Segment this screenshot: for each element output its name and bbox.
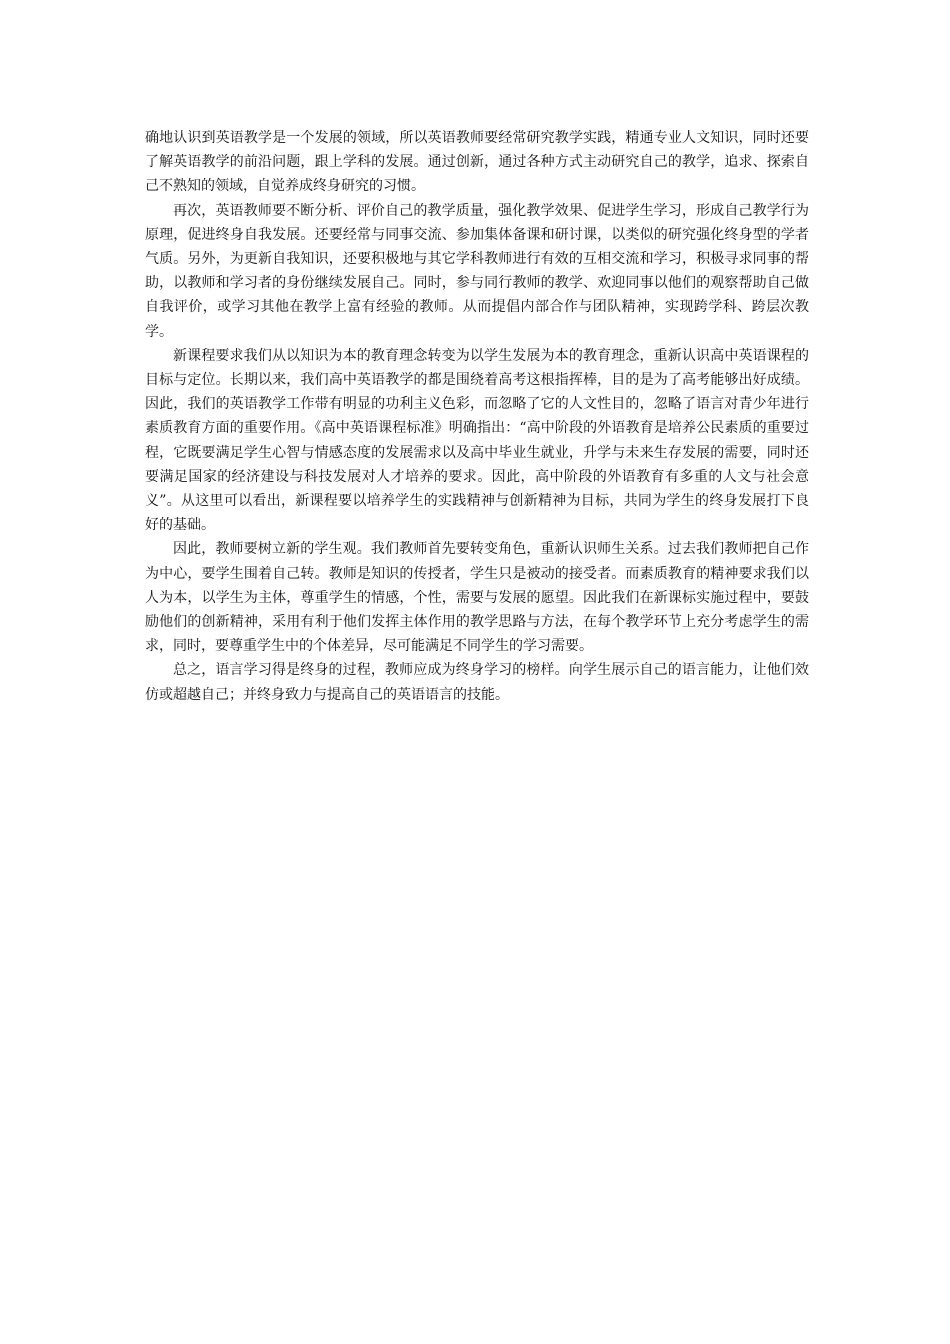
paragraph: 新课程要求我们从以知识为本的教育理念转变为以学生发展为本的教育理念，重新认识高中英语课程的目标与定位。长期以来，我们高中英语教学的都是围绕着高考这根指挥棒，目的是为了高考能够出好成绩。因此，我们的英语教学工作带有明显的功利主义色彩，而忽略了它的人文性目的，忽略了语言对青少年进行素质教育方面的重要作用。《高中英语课程标准》明确指出：“高中阶段的外语教育是培养公民素质的重要过程，它既要满足学生心智与情感态度的发展需求以及高中毕业生就业，升学与未来生存发展的需要，同时还要满足国家的经济建设与科技发展对人才培养的要求。因此，高中阶段的外语教育有多重的人文与社会意义”。从这里可以看出，新课程要以培养学生的实践精神与创新精神为目标，共同为学生的终身发展打下良好的基础。 (145, 347, 809, 534)
paragraph: 再次，英语教师要不断分析、评价自己的教学质量，强化教学效果、促进学生学习，形成自己教学行为原理，促进终身自我发展。还要经常与同事交流、参加集体备课和研讨课，以类似的研究强化终身型的学者气质。另外，为更新自我知识，还要积极地与其它学科教师进行有效的互相交流和学习，积极寻求同事的帮助，以教师和学习者的身份继续发展自己。同时，参与同行教师的教学、欢迎同事以他们的观察帮助自己做自我评价，或学习其他在教学上富有经验的教师。从而提倡内部合作与团队精神，实现跨学科、跨层次教学。 (145, 202, 809, 340)
paragraph: 总之，语言学习得是终身的过程，教师应成为终身学习的榜样。向学生展示自己的语言能力，让他们效仿或超越自己；并终身致力与提高自己的英语语言的技能。 (145, 662, 809, 703)
paragraph-continuation: 确地认识到英语教学是一个发展的领域，所以英语教师要经常研究教学实践，精通专业人文知识，同时还要了解英语教学的前沿问题，跟上学科的发展。通过创新，通过各种方式主动研究自己的教学，追求、探索自己不熟知的领域，自觉养成终身研究的习惯。 (145, 130, 809, 195)
paragraph: 因此，教师要树立新的学生观。我们教师首先要转变角色，重新认识师生关系。过去我们教师把自己作为中心，要学生围着自己转。教师是知识的传授者，学生只是被动的接受者。而素质教育的精神要求我们以人为本，以学生为主体，尊重学生的情感，个性，需要与发展的愿望。因此我们在新课标实施过程中，要鼓励他们的创新精神，采用有利于他们发挥主体作用的教学思路与方法，在每个教学环节上充分考虑学生的需求，同时，要尊重学生中的个体差异，尽可能满足不同学生的学习需要。 (145, 541, 809, 655)
body-text (145, 126, 809, 707)
